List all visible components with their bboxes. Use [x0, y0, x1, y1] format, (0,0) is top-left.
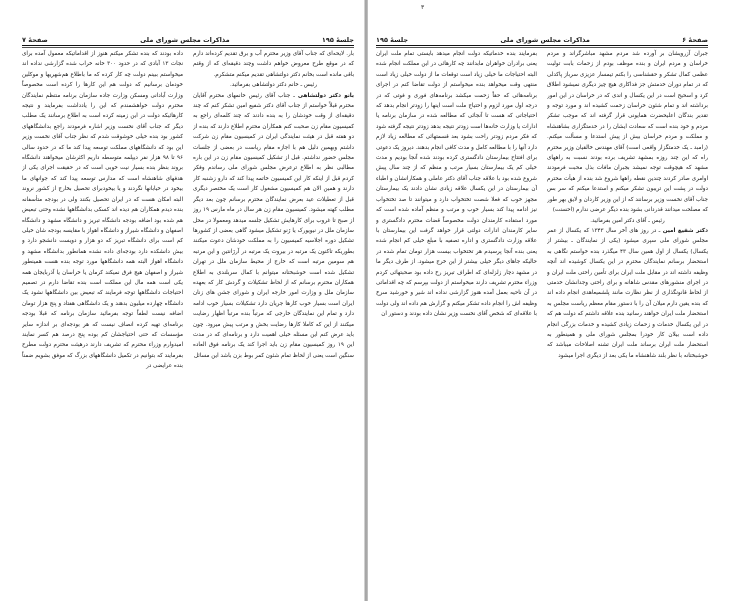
paragraph: جبران آزرویشان بر آورده شد مردم مشهد مباشرگراند و مردم خراسان و مردم ایران و بنده موظف بودم از زحمات بابت تولیت عظمی کمال تشکر و حقشناسی را بکنم تیمسار عزیزی سرباز پاکدلی که در تمام دوران خدمتش جز فداکاری هیچ چیز دیگری نمیشود اطلاق کرد و اسحیح است در این یکسال و اندی که در خراسان در این امور برداشته اند و تمام شئون خراسان زحمت کشیده اند و مورد توجه و تقدیر بندگان اعلیحضرت همایونی قرار گرفته اند که موجب تشکر مردم و خود بنده است که سعادت ایشان را در خدمتگزاری بشاهنشاه و مملکت و مردم خراسان بیش از پیش استدعا و مسألت میکنم. (رامبد ـ یک خدمتگزار واقعی است) آقای مهندس خالقیان وزیر محترم راه که این چند روزه بمشهد تشریف برده بودند نسبت به راههای مشهد که هیچوقت توجه نمیشد بجبران مافات بذل محبت فرمودند اوامری صادر کردند چندین نقطه راهها شروع شد بنده از هیأت محترم دولت در پشت این تریبون تشکر میکنم و استدعا میکنم که سر بس جناب آقای نخست وزیر برسانند که از این وزیر کاردان و لایق بهر طور که مصلحت میدانند قدردانی بشود بنده دیگر عرضی ندارم (احسنت): [547, 51, 708, 214]
right-page-header: [376, 32, 708, 44]
speaker-name: بانو دکتر دولتشاهی: [297, 92, 354, 99]
paragraph: بار. لایحه‌ای که جناب آقای وزیر محترم آب و برق تقدیم کرده‌اند دارم که در موقع طرح معروض خواهم داشت وچند دقیقه‌ای که از وقتم باقی مانده است بخانم دکتر دولتشاهی تقدیم میکنم متشکرم.: [193, 51, 354, 78]
left-page-header: [22, 32, 354, 44]
chair-statement: رئیس ـ خانم دکتر دولتشاهی بفرمائید.: [229, 82, 317, 89]
speech-text: ـ جناب آقای رئیس خانمهای محترم آقایان محترم قبلاً خواستم از جناب آقای دکتر شفیع امین تشکر کنم که چند دقیقه‌ای از وقت خودشان را به بنده دادند که چند کلمه‌ای راجع به کمیسیون مقام زن صحبت کنم همکاران محترم اطلاع دارند که بنده از دو هفته قبل در هیئت نمایندگی ایران در کمیسیون مقام زن شرکت داشتم وبهمین دلیل هم با اجازه مقام ریاست در بعضی از جلسات مجلس حضور نداشتم. قبل از تشکیل کمیسیون مقام زن در این باره مطالبی نظر به اطلاع ترعرض مجلس شورای ملی رساندم وفکر کردم قبل از اینکه کار این کمیسیون خاتمه پیدا کند که دارو زشنبه کار دارند و همین الان هم کمیسیون مشغول کار است یک مختصر دیگری قبل از تعطیلات عید بعرض نمایندگان محترم برسانم چون بعد دیگر مطلب کهنه میشود. کمیسیون مقام زن هر سال در ماه مارس ۱۹ روز از صبح تا غروب برای کارهایش تشکیل جلسه میدهد ومعمولا در محل سازمان ملل در نیویورک یا ژنو تشکیل میشود گاهی بعضی از کشورها تشکیل دوره اجلاسیه کمیسیون را به مملکت خودشان دعوت میکنند بطوریکه تاکنون یک مرتبه در بیروت یک مرتبه در آرژانتین و این مرتبه هم سومین مرتبه است که خارج از محیط سازمان ملل در تهران تشکیل شده است خوشبختانه میتوانم با کمال سربلندی به اطلاع همکاران محترم برسانم که از لحاظ تشکیلات و گردش کار که بعهده سازمان ملل و وزارت امور خارجه ایران و شورای جشن های زنان ایران است بسیار خوب کارها جریان دارد تشکیلات بسیار خوب ادامه دارد و تمام این نمایندگان خارجی که مرتباً بنده مرتباً اظهار رضایت میکنند از این که کاملا کارها رضایت بخش و مرتب پیش میرود. چون باید عرض کنم این مسئله خیلی اهمیت دارد و برنامه‌ای که در مدت این ۱۹ روز کمیسیون مقام زن باید اجرا کند یک برنامه فوق العاده سنگین است یعنی از لحاظ تمام شئون کمر بوط بزن باشد این مسائل: [193, 92, 354, 359]
paragraph: بفرمایند بنده خدماتیکه دولت انجام میدهد بایستی تمام ملت ایران یعنی برادران خواهران مابدانند چه کارهائی در این مملکت انجام شده البته احتیاجات ما خیلی زیاد است توقعات ما از دولت خیلی زیاد است منتهی وقت میخواهد بنده میخواستم از دولت تقاضا کنم در اجرای برنامه‌هائی که حقاً زحمت میکشد برنامه‌های فوری و فوتی که در درجه اول مورد لزوم و احتیاج ملت است اینها را زودتر انجام بدهد که احتیاجاتی که هست تا آنجائی که مطالعه شده در سازمان برنامه یا ادارات یا وزارت خانه‌ها است زودتر نتیجه بدهد زودتر نتیجه گرفته شود که فکر مردم زودتر راحت بشود بعد قسمتهائی که مطالعه زیاد لازم دارد آنها را با مطالعه کامل و مدت کافی انجام بدهند. دیروز یک دعوتی برای افتتاح بیمارستان دادگستری کرده بودند شده آنجا بودیم و مدت خیلی کم یک بیمارستان بسیار مرتب و منظم که از چند سال پیش شروع شده بود با علاقه جناب آقای دکتر عاملی و همکارانشان و اطباء آن بیمارستان در این یکسال علاقه زیادی نشان دادند یک بیمارستان مجهز خوب که فعلا شصت تختخواب دارد و میتوانند تا صد تختخواب نیز ادامه پیدا کند بسیار خوب و مرتب و منظم آماده شده است که مورد استفاده کارمندان دولت مخصوصاً قضات محترم دادگستری و سایر کارمندان ادارات دولتی قرار خواهد گرفت این بیمارستان با علاقه وزارت دادگستری و اداره تصفیه با مبلغ خیلی کم انجام شده یعنی بنده آنجا پرسیدم هر تختخواب بیست هزار تومان تمام شده در حالیکه جاهای دیگر خیلی بیشتر از این خرج میشود. از طرف دیگر ما در مشهد دچار زلزله‌ای که اطراف تبریز رخ داده بود صحبتهائی کردم وزراء محترم تشریف دارند میخواستم از دولت بپرسم که چه اقداماتی در آن ناحیه بعمل آمده هنوز گزارشی نداده اند شیر و خورشید سرخ وظیفه اش را انجام داده تشکر میکنم و گزارش هم داده اند ولی دولت با علاقه‌ای که شخص آقای نخست وزیر نشان داده بودند و دستور ان: [376, 51, 537, 318]
speech-text: ـ در روز های آخر سال ۱۳۴۳ که یکسال از عمر مجلس شورای ملی سپری میشود (یکی از نمایندگان ـ بیشتر از یکسال) یکسال از اول همین سال ۴۳ میگذرد بنده خواستم نگاهی به استحضار برسانم نمایندگان محترم در این یکسال کوشیده اند آنچه وظیفه داشته اند در مقابل ملت ایران برای تأمین راحتی ملت ایران و در اجرای منشورهای مقدس شاهانه و برای راحتی وجدانشان خدمتی از لحاظ قانونگذاری از نظر نظارت مانند پلشمیعاهدی انجام داده اند که بنده یقین دارم میلان آن را با دستور مقام معظم ریاست مجلس به استحضار ملت ایران خواهند رسانید بنده علاقه داشتم که دولت هم که در این یکسال خدمات و زحمات زیادی کشیده و خدمات بزرگی انجام داده است بیلان کار خودرا بمجلس شورای ملی و همینطور به استحضار ملت ایران برساند ملت ایران تشنه اصلاحات میباشد که خوشبختانه با نظر بلند شاهنشاه ما یکی بعد از دیگری اجرا میشود: [547, 227, 708, 359]
session-number: جلسهٔ ۱۹۵: [321, 36, 354, 44]
stray-mark: ٣: [421, 4, 425, 11]
text-column-1: [547, 49, 708, 531]
text-column-1: [193, 49, 354, 531]
running-title: مذاکرات مجلس شورای ملی: [500, 36, 590, 44]
text-column-2: [22, 49, 183, 531]
chair-statement: رئیس ـ آقای دکتر امین بفرمائید.: [590, 217, 665, 224]
left-page-columns: [22, 49, 354, 531]
right-page-columns: [376, 49, 708, 531]
speaker-name: دکتر شفیع امین: [662, 227, 708, 234]
running-title: مذاکرات مجلس شورای ملی: [140, 36, 230, 44]
text-column-2: [376, 49, 537, 531]
book-gutter: [364, 0, 368, 601]
header-rule: [376, 45, 708, 48]
header-rule: [22, 45, 354, 48]
paragraph: داده بودند که بنده تشکر میکنم هنوز از اقداماتیکه معمول آمده برای نجات ۱۳ آبادی که در حدود ۳۰۰ خانه خراب شده گزارشی نداده اند میخواستم ببینم دولت چه کار کرده که ما باطلاع هم‌شهریها و موکلین خودمان برسانیم که دولت هم این کارها را کرده است مخصوصاً وزارت آبادانی ومسکن وزارت جاده سازمان برنامه منتظم نمایندگان محترم دولت خواهشمندم که این را یادداشت بفرمایند و نتیجه کارهائیکه دولت در این زمینه کرده است به اطلاع برسانند یک مطلب دیگر که جناب آقای نخست وزیر اشاره فرمودند راجع بدانشگاههای کشور بود بنده خیلی خوشوقت شدم که نظر جناب آقای نخست وزیر این بود که دانشگاههای مملکت توسعه پیدا کند ما که در حدود سالی ۹۶ تا ۹۸ هزار نفر دیپلمه متوسطه داریم اکثرشان میخواهند دانشگاه بروند بنظر بنده بسیار نیت خوبی است که در حقیقت اجرای یکی از هدفهای شاهنشاه است که مدارس توسعه پیدا کند که جوانهای ما بیخود در خیابانها نگردند و یا بیخودبرای تحصیل بخارج از کشور نروند البته امکان هست که در ایران تحصیل بکنند ولی در بودجه متأسفانه بنده دیدم همکاران هم دیده اند کسکی بدانشگاهها نشده وحتی تبعیض هم شده بود اضافه بودجه دانشگاه تبریز و دانشگاه مشهد و دانشگاه اصفهان و دانشگاه شیراز و دانشگاه اهواز با مقایسه بودجه شان خیلی کم است برای دانشگاه تبریز که دو هزار و دویست دانشجو دارد و بیش دانشکده دارد بودجه‌ای داده نشده همانطور بدانشگاه مشهد و دانشگاه اهواز البته همه دانشگاهها مورد توجه بنده هست همینطور شیراز و اصفهان هیچ فرق نمیکند کرمان یا خراسان یا آذربایجان همه یکی است همه مال این مملکت است بنده تقاضا دارم در تصمیم احتیاجات دانشگاهها توجه فرمایند که تبعیض بین دانشگاهها نشود یک دانشگاه چهارده میلیون بدهند و یک دانشگاهی هفتاد و پنج هزار تومان اضافه نیست لطفاً توجه بفرمائید سازمان برنامه که قبلا بودجه برنامه‌ای تهیه کرده انصاف نیست که هر بودجه‌ای بر اندازه سایر مؤسسات که حتی احتیاجشان کم بوده پنج درصد هم کسر نمایند امیدوارم وزراء محترم که تشریف دارند درهیئت محترم دولت مطرح بفرمایند که بتوانیم در تکمیل دانشگاههای بزرگ که موفق بشویم ضمناً بنده عرایضی در: [22, 51, 183, 370]
speech-paragraph: [547, 226, 708, 361]
speech-paragraph: [193, 91, 354, 362]
page-number: صفحهٔ ۶: [682, 36, 708, 44]
session-number: جلسهٔ ۱۹۵: [376, 36, 409, 44]
page-number: صفحهٔ ۷: [22, 36, 48, 44]
right-page: [366, 0, 732, 601]
